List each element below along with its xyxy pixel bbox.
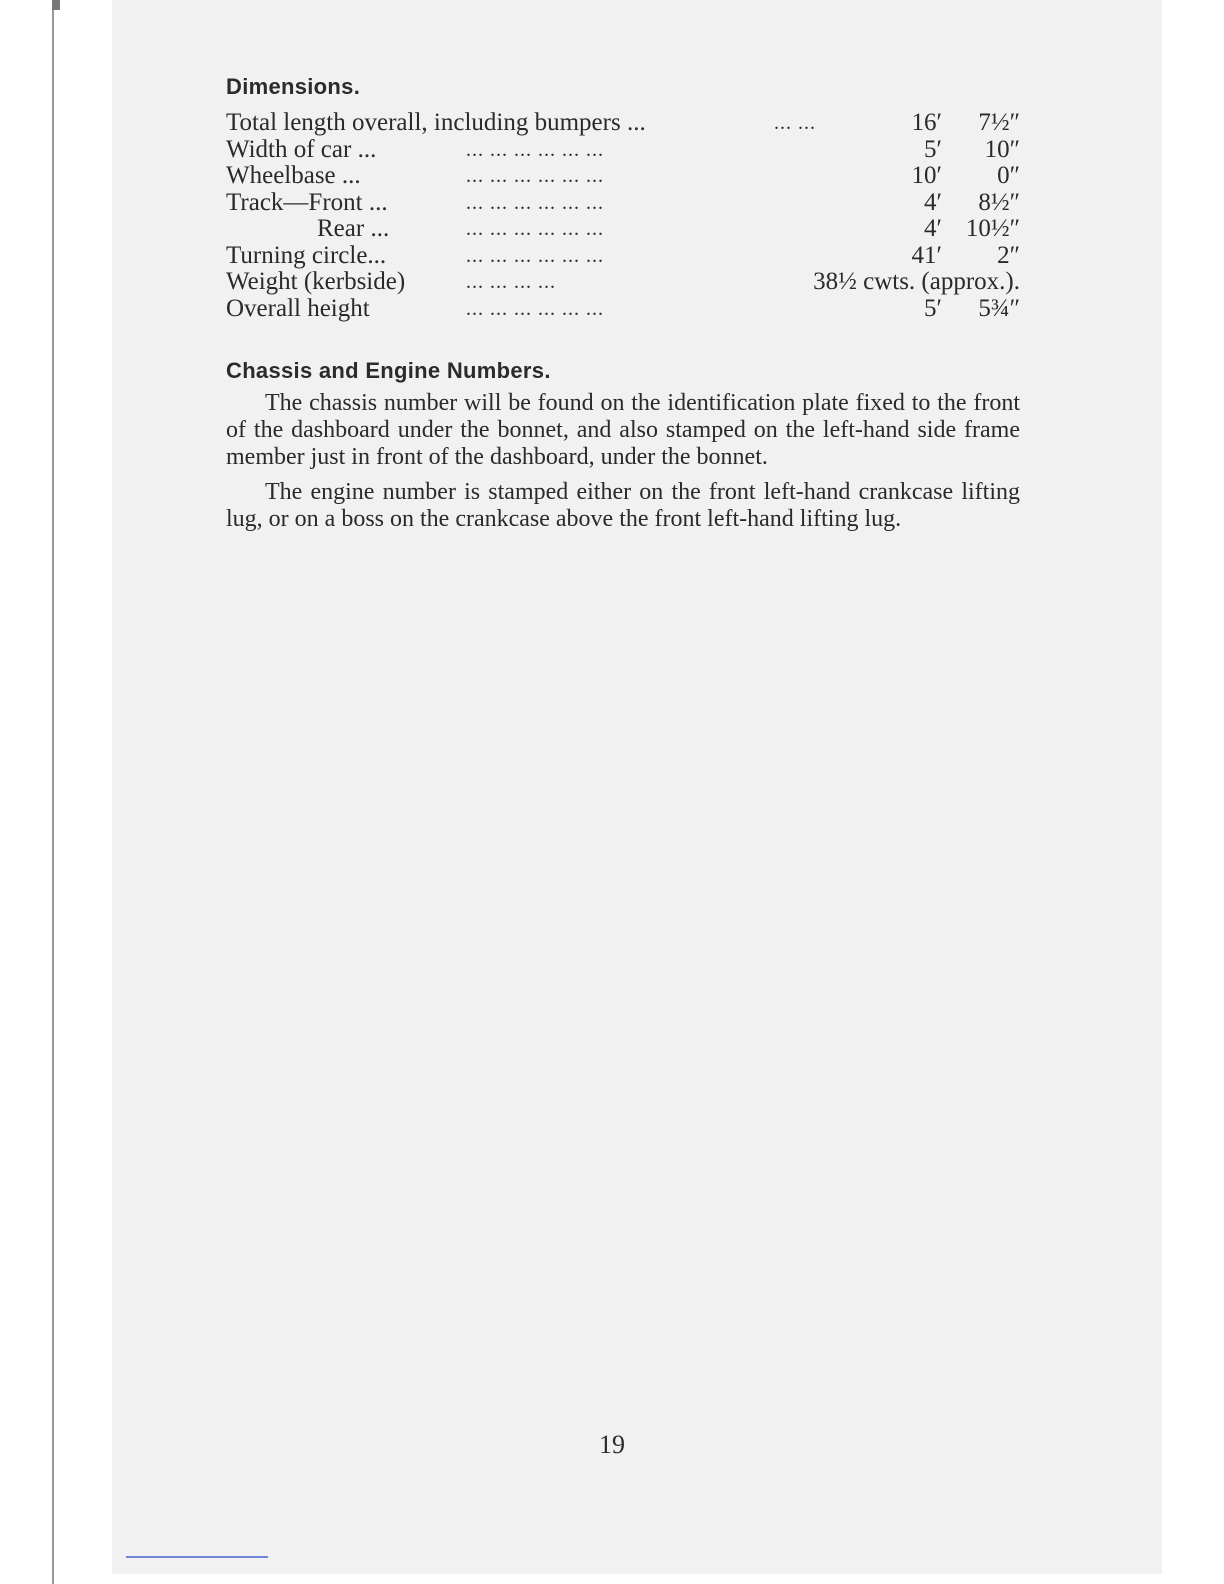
chassis-section	[226, 358, 1020, 533]
dimension-label: Total length overall, including bumpers ...	[226, 109, 646, 136]
chassis-paragraph: The chassis number will be found on the identification plate fixed to the front of the dashboard under the bonnet, and also stamped on the left-hand side frame member just in front of the dashboard, under the bonnet.	[226, 390, 1020, 470]
dimension-feet: 4′	[924, 215, 942, 242]
dimension-feet: 5′	[924, 294, 942, 322]
leader-dots: ... ...	[774, 112, 816, 134]
leader-dots: ... ... ... ... ... ...	[466, 244, 604, 267]
dimension-row	[226, 296, 1020, 323]
dimension-row	[226, 216, 1020, 243]
dimension-label: Weight (kerbside)	[226, 268, 406, 295]
dimension-inches: 10½″	[965, 215, 1020, 242]
dimension-inches: 0″	[997, 162, 1020, 189]
engine-paragraph: The engine number is stamped either on the front left-hand crankcase lifting lug, or on a boss on the crankcase above the front left-hand lifting lug.	[226, 479, 1020, 532]
dimension-inches: 10″	[984, 135, 1020, 163]
page-content	[226, 74, 1020, 533]
page-number: 19	[599, 1430, 625, 1459]
dimension-inches: 7½″	[978, 109, 1020, 136]
dimension-row	[226, 110, 1020, 137]
scan-margin-right	[1162, 0, 1224, 1584]
dimension-row	[226, 190, 1020, 217]
bottom-rule	[126, 1556, 268, 1558]
dimensions-table	[226, 110, 1020, 322]
dimension-label: Turning circle...	[226, 241, 387, 269]
dimension-label: Track—Front ...	[226, 188, 388, 216]
leader-dots: ... ... ... ... ... ...	[466, 138, 604, 161]
dimension-row	[226, 243, 1020, 270]
dimension-feet: 4′	[924, 188, 942, 216]
leader-dots: ... ... ... ... ... ...	[466, 191, 604, 214]
dimension-inches: 5¾″	[978, 294, 1020, 322]
dimensions-heading: Dimensions.	[226, 74, 361, 99]
dimension-label: Rear ...	[317, 215, 390, 242]
dimension-feet: 41′	[911, 241, 942, 269]
dimension-label: Width of car ...	[226, 135, 377, 163]
dimension-inches: 8½″	[978, 188, 1020, 216]
dimension-row	[226, 269, 1020, 296]
dimension-row	[226, 137, 1020, 164]
dimension-feet: 5′	[924, 135, 942, 163]
scan-edge-corner	[52, 0, 60, 10]
leader-dots: ... ... ... ... ... ...	[466, 165, 604, 187]
dimension-row	[226, 163, 1020, 190]
dimension-label: Overall height	[226, 294, 370, 322]
scan-edge-left	[0, 0, 54, 1584]
leader-dots: ... ... ... ...	[466, 271, 556, 293]
leader-dots: ... ... ... ... ... ...	[466, 297, 604, 320]
weight-value: 38½ cwts. (approx.).	[813, 268, 1020, 295]
dimension-feet: 10′	[911, 162, 942, 189]
dimension-label: Wheelbase ...	[226, 162, 361, 189]
leader-dots: ... ... ... ... ... ...	[466, 218, 604, 240]
chassis-heading: Chassis and Engine Numbers.	[226, 358, 551, 383]
dimension-inches: 2″	[997, 241, 1020, 269]
dimension-feet: 16′	[911, 109, 942, 136]
